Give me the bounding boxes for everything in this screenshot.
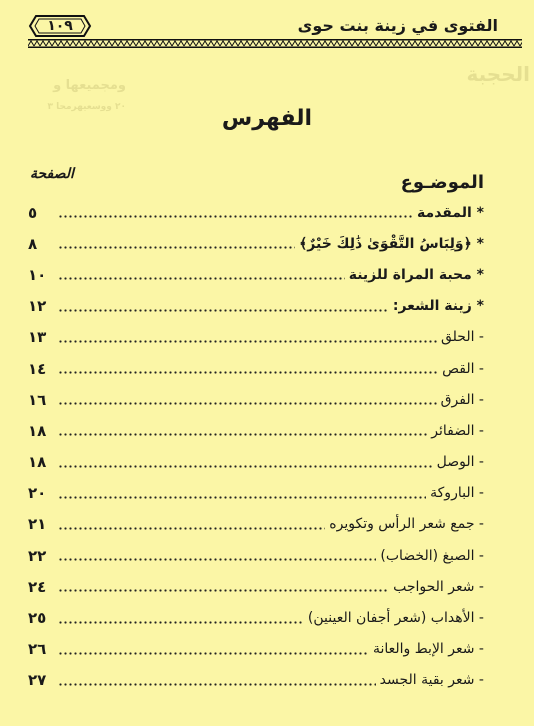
dot-leader — [58, 277, 345, 280]
index-entry-bullet: * — [471, 266, 484, 283]
dot-leader — [58, 215, 413, 218]
index-entry-title — [437, 454, 484, 470]
page-number-badge — [28, 14, 92, 38]
index-entry-bullet: - — [474, 516, 484, 533]
index-entry — [28, 291, 484, 322]
index-entry-bullet: * — [471, 204, 484, 221]
index-entry-page: ١٢ — [28, 297, 47, 316]
index-entry-title — [442, 361, 484, 377]
index-entry-bullet: - — [474, 360, 484, 377]
index-entry-page: ٢٦ — [28, 640, 47, 659]
dot-leader — [58, 465, 433, 468]
index-entry-text: الأهداب (شعر أجفان العينين) — [307, 610, 475, 627]
index-entry — [28, 478, 484, 509]
index-heading: الفهرس — [221, 106, 313, 131]
index-entry-page: ١٨ — [28, 421, 47, 440]
index-entry-title — [308, 610, 484, 626]
dot-leader — [58, 340, 437, 343]
dot-leader — [58, 589, 389, 592]
index-entry-bullet: - — [474, 578, 484, 595]
index-entry-bullet: - — [474, 391, 484, 408]
dot-leader — [58, 558, 376, 561]
dot-leader — [58, 402, 437, 405]
index-entry-text: الحلق — [440, 329, 475, 346]
index-entry-text: الوصل — [436, 454, 475, 471]
index-entry-page: ٢٧ — [28, 671, 47, 690]
bleed-through-text: الحجبة — [466, 62, 530, 86]
index-entry-page: ١٣ — [28, 328, 47, 347]
dot-leader — [58, 309, 389, 312]
index-entry — [28, 259, 484, 290]
index-entry-page: ٢٥ — [28, 609, 47, 628]
index-entry-bullet: - — [474, 485, 484, 502]
index-entry-title — [417, 205, 484, 221]
index-entry-bullet: - — [474, 454, 484, 471]
index-entry-text: الفرق — [440, 391, 475, 408]
index-entry-title — [380, 548, 484, 564]
index-entry-page: ٨ — [28, 234, 38, 253]
index-entry-text: الباروكة — [430, 485, 475, 502]
index-entry-page: ٢٤ — [28, 577, 47, 596]
index-entry-bullet: - — [474, 610, 484, 627]
index-entry-page: ٢٢ — [28, 546, 47, 565]
dot-leader — [58, 621, 304, 624]
dot-leader — [58, 371, 438, 374]
dot-leader — [58, 496, 426, 499]
index-entry-title — [441, 392, 484, 408]
index-entry-bullet: - — [474, 641, 484, 658]
index-entry-text: زينة الشعر: — [392, 298, 472, 315]
index-entry-page: ٢٠ — [28, 484, 47, 503]
index-entry-page: ٥ — [28, 203, 38, 222]
index-entry-title — [349, 267, 484, 283]
index-entry-text: الصبغ (الخضاب) — [380, 547, 475, 564]
topic-column-label: الموضـوع — [400, 172, 484, 193]
dot-leader — [58, 246, 295, 249]
index-entry-bullet: - — [474, 547, 484, 564]
index-entry-title — [299, 236, 484, 252]
index-entry — [28, 228, 484, 259]
index-entry — [28, 665, 484, 696]
index-entry-title — [373, 641, 484, 657]
index-entry — [28, 447, 484, 478]
index-entry-text: المقدمة — [417, 204, 472, 221]
index-entry-title — [393, 298, 484, 314]
page-column-label: الصفحة — [30, 166, 74, 182]
index-entry-title — [430, 485, 484, 501]
index-entry-page: ١٦ — [28, 390, 47, 409]
index-entry-page: ١٠ — [28, 265, 47, 284]
index-entry-bullet: * — [471, 235, 484, 252]
index-entry — [28, 197, 484, 228]
index-entry-text: الضفائر — [431, 422, 475, 439]
running-title: الفتوى في زينة بنت حوى — [297, 16, 498, 35]
index-entry-text: جمع شعر الرأس وتكويره — [329, 516, 475, 533]
index-entry — [28, 509, 484, 540]
index-entry-text: شعر بقية الجسد — [379, 672, 475, 689]
index-entry-bullet: - — [474, 422, 484, 439]
header-rule — [28, 39, 522, 48]
index-entry-bullet: * — [471, 298, 484, 315]
index-entry-title — [393, 579, 484, 595]
index-entry — [28, 602, 484, 633]
dot-leader — [58, 433, 427, 436]
page-number: ١٠٩ — [47, 18, 73, 34]
index-entry-text: محبة المراة للزينة — [348, 266, 472, 283]
index-entry-bullet: - — [474, 672, 484, 689]
index-entry — [28, 540, 484, 571]
index-entry-page: ٢١ — [28, 515, 47, 534]
index-entry — [28, 384, 484, 415]
index-entry — [28, 571, 484, 602]
index-entry-text: ﴿وَلِبَاسُ التَّقْوَىٰ ذَٰلِكَ خَيْرٌ﴾ — [299, 235, 472, 252]
index-entry-title — [380, 672, 484, 688]
index-entry — [28, 415, 484, 446]
index-entry-page: ١٤ — [28, 359, 47, 378]
index-list — [28, 197, 484, 696]
index-entry-title — [431, 423, 484, 439]
index-entry-title — [329, 516, 484, 532]
index-entry-text: القص — [442, 360, 475, 377]
index-entry — [28, 322, 484, 353]
index-entry-text: شعر الحواجب — [393, 578, 475, 595]
index-entry — [28, 353, 484, 384]
page-header — [0, 0, 534, 54]
index-entry-bullet: - — [474, 329, 484, 346]
dot-leader — [58, 652, 369, 655]
index-entry-page: ١٨ — [28, 453, 47, 472]
dot-leader — [58, 683, 376, 686]
index-entry-text: شعر الإبط والعانة — [372, 641, 475, 658]
index-entry — [28, 634, 484, 665]
dot-leader — [58, 527, 325, 530]
index-entry-title — [441, 329, 484, 345]
bleed-through-text: ومجميعها و — [53, 78, 126, 93]
bleed-through-text: ٢٠ ووسعيهرمحا ٣ — [47, 102, 126, 112]
